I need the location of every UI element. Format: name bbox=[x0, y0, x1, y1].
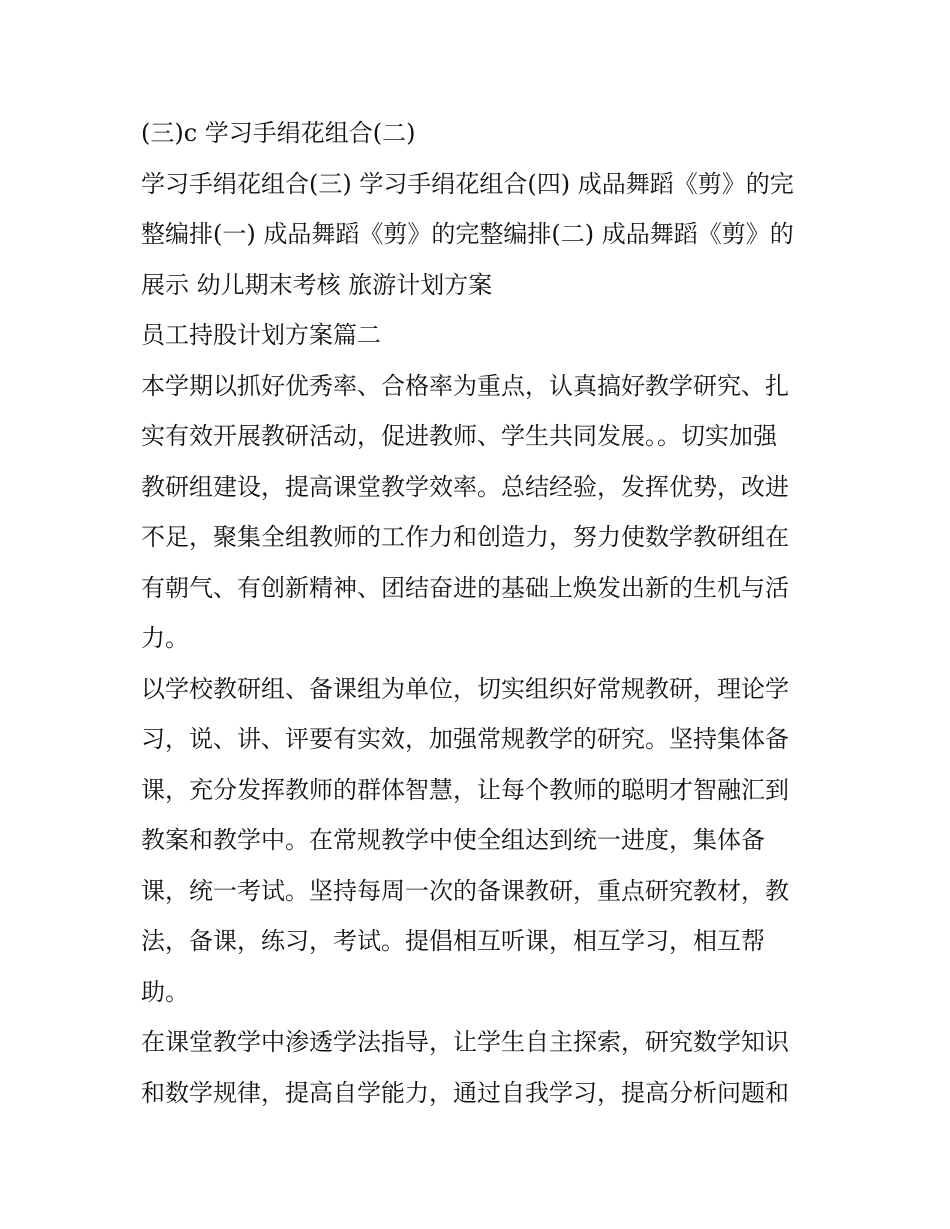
text-line: 有朝气、有创新精神、团结奋进的基础上焕发出新的生机与活 bbox=[141, 573, 789, 602]
paragraph-1 bbox=[141, 108, 821, 159]
paragraph-5 bbox=[141, 1017, 821, 1118]
paragraph-3 bbox=[141, 361, 821, 664]
text-line: 展示 幼儿期末考核 旅游计划方案 bbox=[141, 270, 493, 299]
text-line: 习，说、讲、评要有实效，加强常规教学的研究。坚持集体备 bbox=[141, 725, 789, 753]
heading-text: 员工持股计划方案篇二 bbox=[141, 321, 381, 349]
text-line: 课，充分发挥教师的群体智慧，让每个教师的聪明才智融汇到 bbox=[141, 775, 789, 804]
text-line: 整编排(一) 成品舞蹈《剪》的完整编排(二) 成品舞蹈《剪》的 bbox=[141, 220, 794, 248]
text-line: 力。 bbox=[141, 624, 189, 652]
text-line: 教研组建设，提高课堂教学效率。总结经验，发挥优势，改进 bbox=[141, 472, 789, 501]
text-line: 学习手绢花组合(三) 学习手绢花组合(四) 成品舞蹈《剪》的完 bbox=[141, 169, 794, 198]
text-line: 以学校教研组、备课组为单位，切实组织好常规教研，理论学 bbox=[141, 674, 789, 703]
text-line: 不足，聚集全组教师的工作力和创造力，努力使数学教研组在 bbox=[141, 523, 789, 551]
document-body bbox=[141, 108, 821, 1118]
paragraph-2 bbox=[141, 159, 821, 311]
text-line: 实有效开展教研活动，促进教师、学生共同发展。。切实加强 bbox=[141, 422, 777, 450]
text-line: 法，备课，练习，考试。提倡相互听课，相互学习，相互帮 bbox=[141, 927, 765, 955]
paragraph-4 bbox=[141, 664, 821, 1018]
text-line: 在课堂教学中渗透学法指导，让学生自主探索，研究数学知识 bbox=[141, 1028, 789, 1056]
text-line: 和数学规律，提高自学能力，通过自我学习，提高分析问题和 bbox=[141, 1078, 789, 1107]
text-line: 教案和教学中。在常规教学中使全组达到统一进度，集体备 bbox=[141, 826, 765, 854]
text-line: 助。 bbox=[141, 977, 189, 1006]
text-line: 本学期以抓好优秀率、合格率为重点，认真搞好教学研究、扎 bbox=[141, 371, 789, 400]
section-heading bbox=[141, 310, 821, 361]
text-line: 课，统一考试。坚持每周一次的备课教研，重点研究教材，教 bbox=[141, 876, 789, 905]
text-line: (三)c 学习手绢花组合(二) bbox=[141, 119, 416, 147]
